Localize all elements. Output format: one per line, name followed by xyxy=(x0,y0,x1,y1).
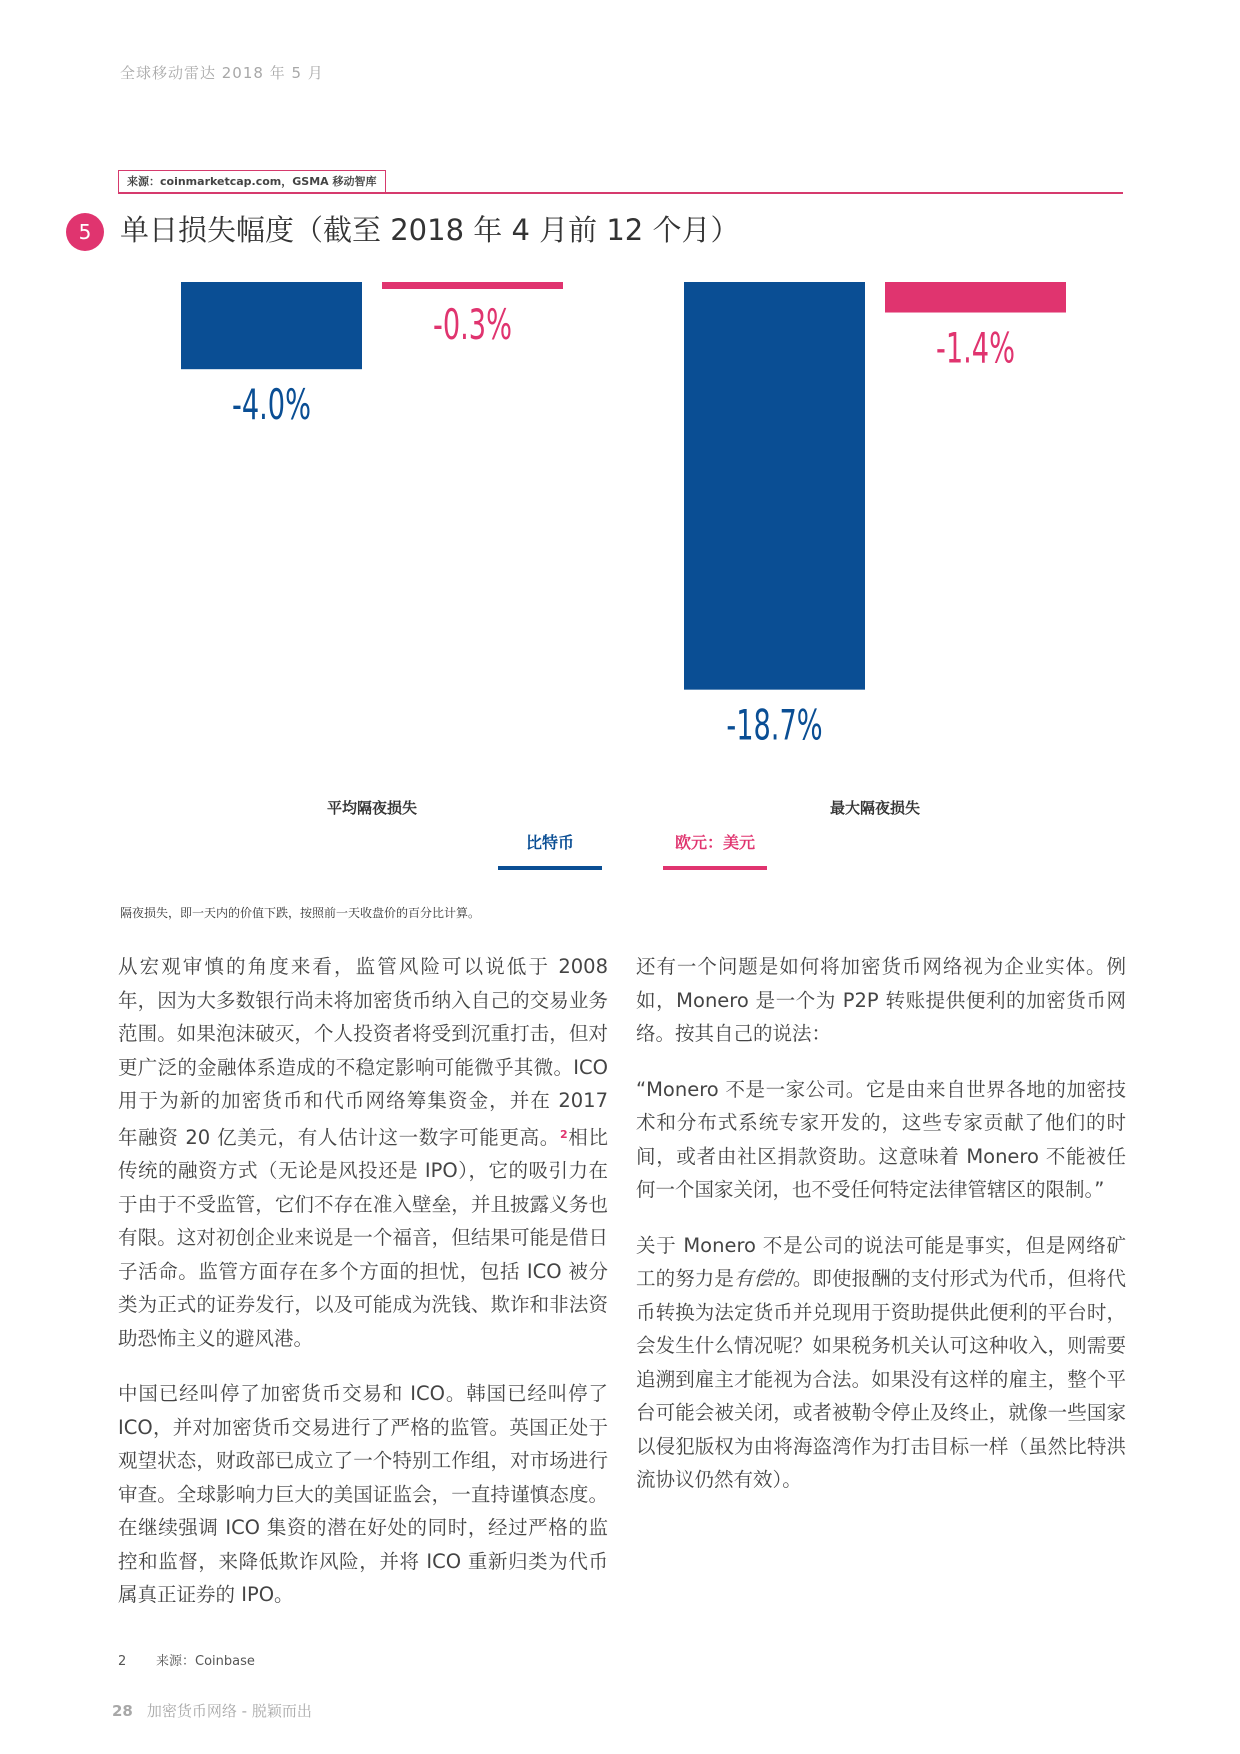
paragraph-text: 从宏观审慎的角度来看，监管风险可以说低于 2008 年，因为大多数银行尚未将加密货币纳入自己的交易业务范围。如果泡沫破灭，个人投资者将受到沉重打击，但对更广泛的金融体系造成的不稳定影响可能微乎其微。ICO 用于为新的加密货币和代币网络筹集资金，并在 2017 年融资 20 亿美元，有人估计这一数字可能更高。 xyxy=(118,955,608,1149)
footnote-number: 2 xyxy=(118,1654,127,1669)
data-label: -18.7% xyxy=(726,700,823,750)
legend-label: 比特币 xyxy=(525,833,575,852)
chart-note: 隔夜损失，即一天内的价值下跌，按照前一天收盘价的百分比计算。 xyxy=(120,906,481,920)
data-label: -4.0% xyxy=(232,380,311,430)
footnote-ref[interactable]: 2 xyxy=(559,1127,568,1141)
legend-label: 欧元：美元 xyxy=(674,833,756,852)
bar-bitcoin xyxy=(684,282,865,690)
figure-rule xyxy=(118,192,1123,194)
paragraph-text: 关于 Monero 不是公司的说法可能是事实，但是网络矿工的努力是 xyxy=(636,1233,1126,1290)
bar-eurusd xyxy=(382,282,563,289)
legend-swatch xyxy=(498,866,602,870)
data-label: -1.4% xyxy=(936,323,1015,373)
quote-paragraph: “Monero 不是一家公司。它是由来自世界各地的加密技术和分布式系统专家开发的，这些专家贡献了他们的时间，或者由社区捐款资助。这意味着 Monero 不能被任何一个国家关闭，也不受任何特定法律管辖区的限制。” xyxy=(636,1077,1126,1201)
page-number: 28 xyxy=(112,1702,133,1720)
category-label: 平均隔夜损失 xyxy=(326,799,418,817)
footnote xyxy=(118,1650,255,1669)
figure-number-badge: 5 xyxy=(66,213,104,251)
category-label: 最大隔夜损失 xyxy=(829,799,921,817)
footer-title: 加密货币网络 - 脱颖而出 xyxy=(146,1702,312,1720)
paragraph: 中国已经叫停了加密货币交易和 ICO。韩国已经叫停了 ICO，并对加密货币交易进行了严格的监管。英国正处于观望状态，财政部已成立了一个特别工作组，对市场进行审查。全球影响力巨大的美国证监会，一直持谨慎态度。在继续强调 ICO 集资的潜在好处的同时，经过严格的监控和监督，来降低欺诈风险，并将 ICO 重新归类为代币属真正证券的 IPO。 xyxy=(118,1382,608,1606)
footnote-text: 来源：Coinbase xyxy=(156,1654,255,1669)
figure-title: 单日损失幅度（截至 2018 年 4 月前 12 个月） xyxy=(120,213,740,247)
body-column-right xyxy=(636,950,1126,1519)
running-header: 全球移动雷达 2018 年 5 月 xyxy=(120,64,324,82)
bar-bitcoin xyxy=(181,282,362,369)
body-column-left xyxy=(118,950,608,1634)
data-label: -0.3% xyxy=(433,299,512,350)
paragraph xyxy=(636,1229,1126,1497)
paragraph-text: 相比传统的融资方式（无论是风投还是 IPO），它的吸引力在于由于不受监管，它们不存在准入壁垒，并且披露义务也有限。这对初创企业来说是一个福音，但结果可能是借日子活命。监管方面存在多个方面的担忧，包括 ICO 被分类为正式的证券发行，以及可能成为洗钱、欺诈和非法资助恐怖主义的避风港。 xyxy=(118,1125,608,1350)
paragraph xyxy=(118,950,608,1355)
paragraph-text: 。即使报酬的支付形式为代币，但将代币转换为法定货币并兑现用于资助提供此便利的平台时，会发生什么情况呢？如果税务机关认可这种收入，则需要追溯到雇主才能视为合法。如果没有这样的雇主，整个平台可能会被关闭，或者被勒令停止及终止，就像一些国家以侵犯版权为由将海盗湾作为打击目标一样（虽然比特洪流协议仍然有效）。 xyxy=(636,1267,1126,1491)
paragraph: 还有一个问题是如何将加密货币网络视为企业实体。例如，Monero 是一个为 P2P 转账提供便利的加密货币网络。按其自己的说法： xyxy=(636,955,1126,1045)
emphasis-text: 有偿的 xyxy=(734,1267,793,1290)
page-footer xyxy=(112,1700,312,1721)
figure-source: 来源：coinmarketcap.com，GSMA 移动智库 xyxy=(118,170,386,193)
bar-eurusd xyxy=(885,282,1066,313)
legend-swatch xyxy=(663,866,767,870)
